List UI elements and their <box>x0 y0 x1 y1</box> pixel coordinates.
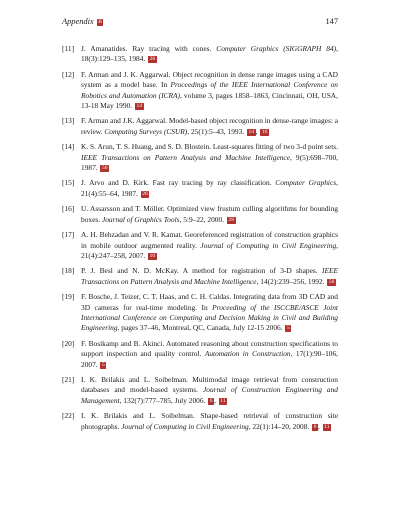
reference-segment: J. Amanatides. Ray tracing with cones. <box>81 44 217 53</box>
reference-number: [15] <box>62 178 75 188</box>
reference-venue: Proceeding of the ISCCBE/ASCE Joint International Conference on Computing and Decision Making in Civil and Building Engineering <box>81 302 338 333</box>
reference-venue: Computer Graphics <box>275 178 337 188</box>
backref-link[interactable]: 11 <box>220 397 226 404</box>
reference-number: [16] <box>62 204 75 214</box>
reference-venue: IEEE Transactions on Pattern Analysis and Machine Intelligence <box>81 266 338 286</box>
reference-item <box>62 44 338 65</box>
reference-number: [17] <box>62 230 75 240</box>
header-section-label: Appendix <box>62 17 94 26</box>
backref-link[interactable]: 26 <box>149 56 156 63</box>
reference-segment: F. Arman and J. K. Aggarwal. Object recognition in dense range images using a CAD system as a model base. In <box>81 69 338 90</box>
reference-segment: , 9(5):698–700, 1987. <box>81 152 338 173</box>
reference-venue: IEEE Transactions on Pattern Analysis and Machine Intelligence <box>81 152 290 162</box>
reference-number: [20] <box>62 338 75 348</box>
reference-number: [18] <box>62 266 75 276</box>
reference-text <box>81 266 338 285</box>
backref-link[interactable]: 56 <box>328 278 335 285</box>
reference-segment: F. Arman and J.K. Aggarwal. Model-based object recognition in dense-range images: a review. <box>81 116 338 136</box>
reference-segment: I. K. Brilakis and L. Soibelman. Shape-based retrieval of construction site photographs. <box>81 411 338 431</box>
reference-venue: Journal of Construction Engineering and Management <box>81 385 338 405</box>
reference-text <box>81 44 338 63</box>
running-header <box>62 15 338 29</box>
reference-item <box>62 204 338 225</box>
backref-link[interactable]: 56 <box>101 165 108 172</box>
header-section-link[interactable]: B <box>98 19 102 25</box>
reference-item <box>62 178 338 199</box>
header-section <box>62 15 103 29</box>
reference-venue: Journal of Computing in Civil Engineering <box>200 240 337 250</box>
reference-number: [14] <box>62 142 75 152</box>
reference-text <box>81 178 338 197</box>
reference-list <box>62 44 338 437</box>
reference-text <box>81 230 338 260</box>
reference-item <box>62 266 338 287</box>
reference-item <box>62 292 338 334</box>
backref-link[interactable]: 5 <box>101 361 105 368</box>
reference-venue: Computer Graphics (SIGGRAPH 84) <box>216 44 337 53</box>
reference-number: [22] <box>62 411 75 421</box>
reference-segment: J. Arvo and D. Kirk. Fast ray tracing by ray classification. <box>81 178 276 188</box>
backref-link[interactable]: 28 <box>228 216 234 223</box>
reference-text <box>81 70 338 110</box>
reference-text: I. K. Brilakis and L. Soibelman. Multimodal image retrieval from construction databases and model-based systems. Journal of Construction Engineering and Management, 132(7):777–785, July 2006. 6 , 11 <box>81 374 338 405</box>
reference-text <box>81 339 338 369</box>
reference-text <box>81 204 338 223</box>
backref-link[interactable]: 11 <box>324 423 330 430</box>
reference-item <box>62 70 338 112</box>
reference-text: I. K. Brilakis and L. Soibelman. Shape-based retrieval of construction site photographs. Journal of Computing in Civil Engineering, 22(1):14–20, 2008. 6 , 11 <box>81 411 338 431</box>
reference-venue: Automation in Construction <box>204 349 291 359</box>
reference-venue: Journal of Computing in Civil Engineering <box>121 421 249 431</box>
reference-item <box>62 142 338 173</box>
reference-item <box>62 339 338 370</box>
backref-link[interactable]: 26 <box>142 190 148 197</box>
backref-link[interactable]: 5 <box>286 325 290 332</box>
reference-segment: , 132(7):777–785, July 2006. <box>119 395 208 405</box>
reference-number: [21] <box>62 374 75 384</box>
page-number: 147 <box>325 17 338 26</box>
reference-number: [13] <box>62 116 75 126</box>
reference-segment: I. K. Brilakis and L. Soibelman. Multimodal image retrieval from construction databases and model-based systems. <box>81 374 338 395</box>
backref-link[interactable]: 6 <box>209 397 213 404</box>
reference-segment: F. Bosikamp and B. Akinci. Automated reasoning about construction specifications to support inspection and quality control. <box>81 338 338 359</box>
backref-link[interactable]: 10 <box>149 252 156 259</box>
reference-text <box>81 142 338 172</box>
reference-segment: K. S. Arun, T. S. Huang, and S. D. Blostein. Least-squares fitting of two 3-d point sets. <box>81 142 338 152</box>
reference-item <box>62 230 338 261</box>
reference-segment: A. H. Behzadan and V. R. Kamat. Georeferenced registration of construction graphics in mobile outdoor augmented reality. <box>81 230 338 250</box>
reference-segment: , 21(4):247–258, 2007. <box>81 240 338 260</box>
reference-number: [11] <box>62 44 75 53</box>
reference-venue: Journal of Graphics Tools <box>101 214 180 224</box>
reference-number: [12] <box>62 69 75 79</box>
backref-link[interactable]: 6 <box>313 423 317 430</box>
reference-number: [19] <box>62 292 75 302</box>
reference-venue: Computing Surveys (CSUR) <box>104 126 188 136</box>
reference-segment: F. Bosche, J. Teizer, C. T. Haas, and C. H. Caldas. Integrating data from 3D CAD and 3D cameras for real-time modeling. In <box>81 292 338 312</box>
reference-segment: , 25(1):5–43, 1993. <box>187 126 246 136</box>
reference-segment: , volume 3, pages 1858–1863, Cincinnati, OH, USA, 13-18 May 1990. <box>81 90 338 111</box>
reference-segment: U. Assarsson and T. Möller. Optimized view frustum culling algorithms for bounding boxes. <box>81 204 338 224</box>
reference-item <box>62 411 338 432</box>
reference-segment: , pages 37–46, Montreal, QC, Canada, July 12-15 2006. <box>117 323 285 333</box>
reference-item <box>62 116 338 137</box>
reference-segment: , 17(1):90–106, 2007. <box>81 349 338 369</box>
reference-segment: , 5:9–22, 2000. <box>179 214 226 224</box>
reference-segment: , 22(1):14–20, 2008. <box>248 421 312 431</box>
reference-segment: , 21(4):55–64, 1987. <box>81 178 338 198</box>
reference-segment: P. J. Besl and N. D. McKay. A method for registration of 3-D shapes. <box>81 266 322 276</box>
backref-link[interactable]: 16 <box>261 128 268 135</box>
backref-link[interactable]: 14 <box>136 103 143 110</box>
reference-text: F. Arman and J.K. Aggarwal. Model-based object recognition in dense-range images: a review. Computing Surveys (CSUR), 25(1):5–43, 1993. 14 , 16 <box>81 116 338 136</box>
backref-link[interactable]: 14 <box>248 128 255 135</box>
reference-segment: , 18(3):129–135, 1984. <box>81 44 338 64</box>
reference-text <box>81 292 338 332</box>
reference-segment: , 14(2):239–256, 1992. <box>256 276 327 286</box>
reference-venue: Proceedings of the IEEE International Conference on Robotics and Automation (ICRA) <box>81 80 338 100</box>
reference-item <box>62 375 338 406</box>
